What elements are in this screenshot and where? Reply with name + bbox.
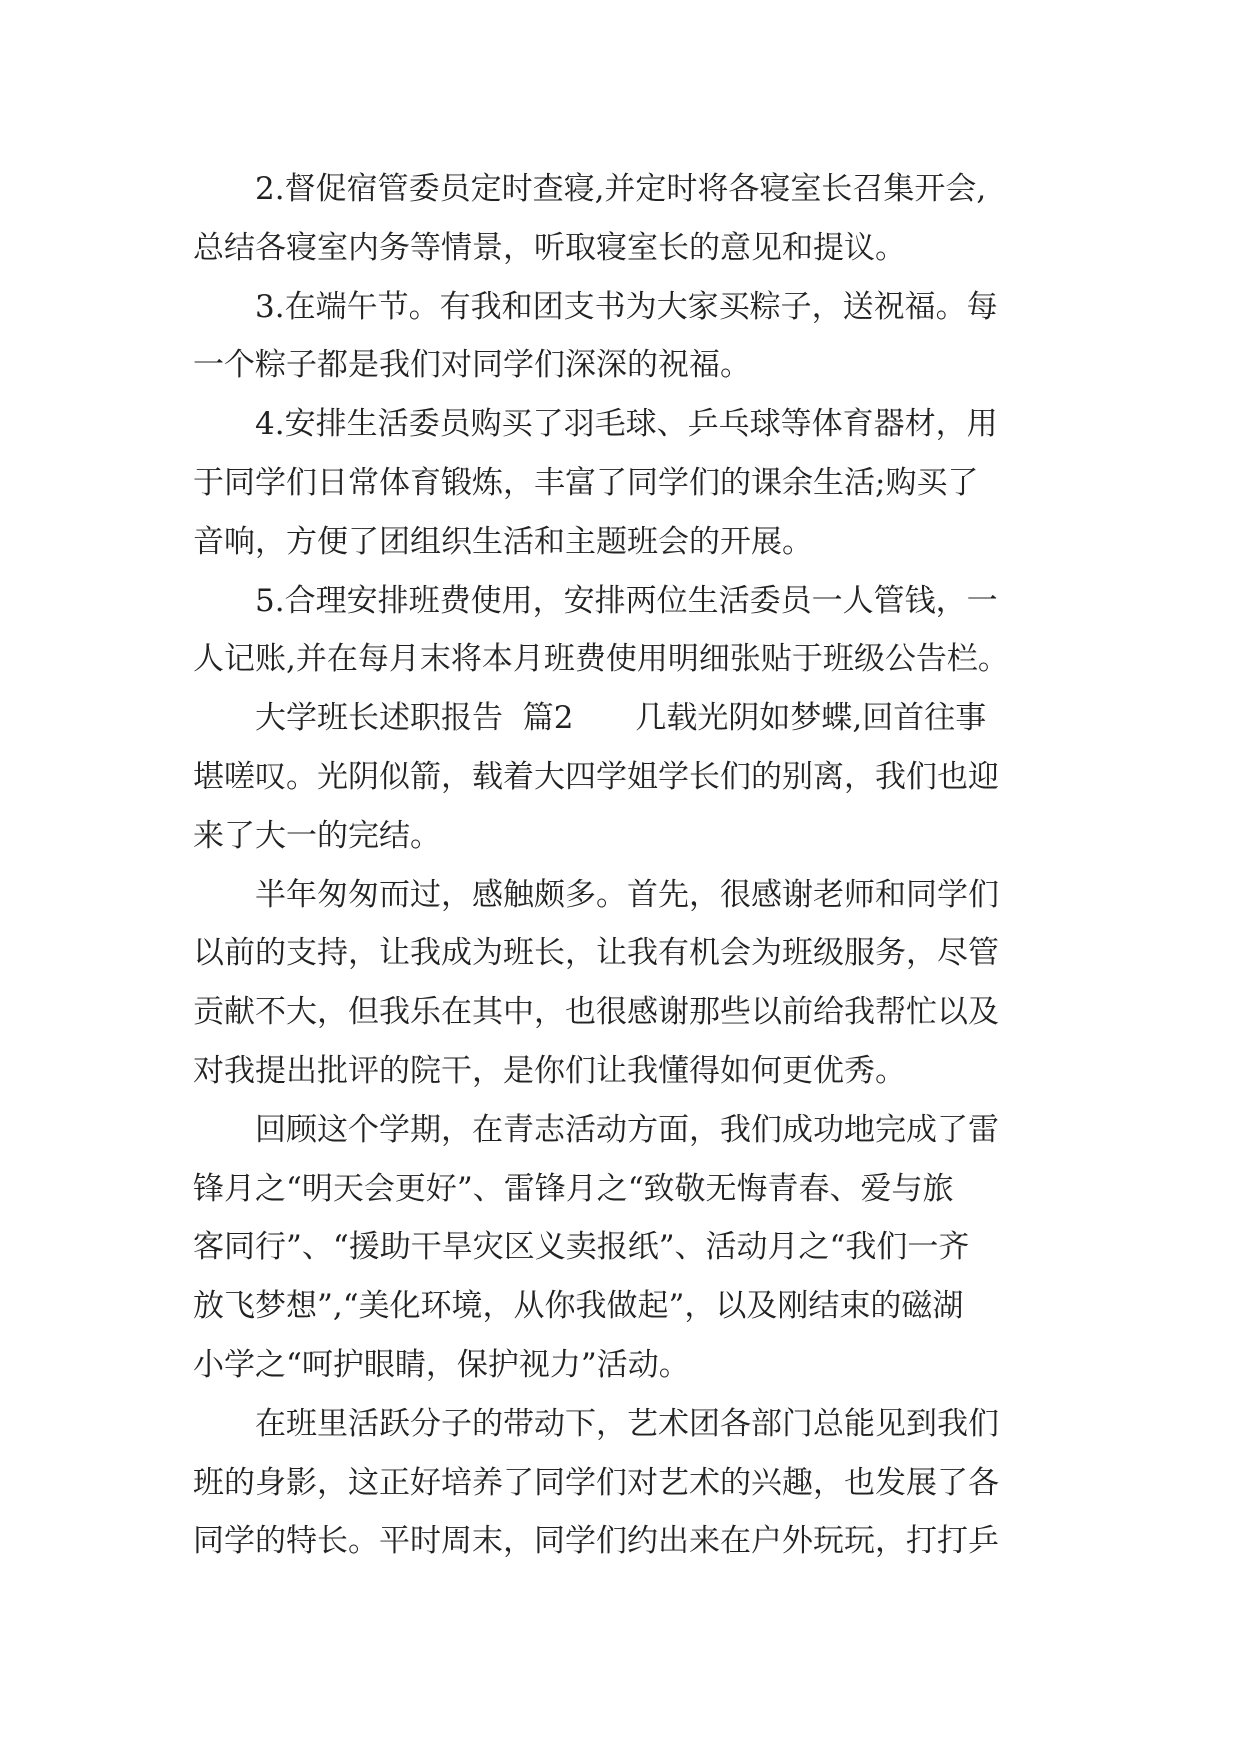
text-line: 于同学们日常体育锻炼，丰富了同学们的课余生活;购买了 xyxy=(193,464,979,501)
text-line: 放飞梦想”,“美化环境，从你我做起”，以及刚结束的磁湖 xyxy=(193,1288,964,1325)
text-line: 4.安排生活委员购买了羽毛球、乒乓球等体育器材，用 xyxy=(193,406,998,443)
text-line: 人记账,并在每月末将本月班费使用明细张贴于班级公告栏。 xyxy=(193,641,1009,678)
text-line: 3.在端午节。有我和团支书为大家买粽子，送祝福。每 xyxy=(193,288,998,325)
text-line: 回顾这个学期，在青志活动方面，我们成功地完成了雷 xyxy=(193,1111,999,1148)
text-line: 贡献不大，但我乐在其中，也很感谢那些以前给我帮忙以及 xyxy=(193,994,999,1031)
text-line: 半年匆匆而过，感触颇多。首先，很感谢老师和同学们 xyxy=(193,876,999,913)
text-line: 客同行”、“援助干旱灾区义卖报纸”、活动月之“我们一齐 xyxy=(193,1229,970,1266)
text-line: 来了大一的完结。 xyxy=(193,817,441,854)
text-line: 2.督促宿管委员定时查寝,并定时将各寝室长召集开会, xyxy=(193,171,987,207)
text-line: 班的身影，这正好培养了同学们对艺术的兴趣，也发展了各 xyxy=(193,1464,999,1501)
text-line: 堪嗟叹。光阴似箭，载着大四学姐学长们的别离，我们也迎 xyxy=(193,758,999,795)
text-line: 在班里活跃分子的带动下，艺术团各部门总能见到我们 xyxy=(193,1405,999,1442)
document-body xyxy=(193,160,1053,1571)
text-line: 对我提出批评的院干，是你们让我懂得如何更优秀。 xyxy=(193,1052,906,1089)
text-line: 5.合理安排班费使用，安排两位生活委员一人管钱，一 xyxy=(193,582,998,619)
text-line: 以前的支持，让我成为班长，让我有机会为班级服务，尽管 xyxy=(193,935,999,972)
text-line: 一个粽子都是我们对同学们深深的祝福。 xyxy=(193,347,751,384)
text-line: 总结各寝室内务等情景，听取寝室长的意见和提议。 xyxy=(193,229,906,266)
text-line: 锋月之“明天会更好”、雷锋月之“致敬无悔青春、爱与旅 xyxy=(193,1170,954,1207)
section-heading-line: 大学班长述职报告 篇2 几载光阴如梦蝶,回首往事 xyxy=(193,700,987,737)
text-line: 小学之“呵护眼睛，保护视力”活动。 xyxy=(193,1346,690,1383)
text-line: 同学的特长。平时周末，同学们约出来在户外玩玩，打打乒 xyxy=(193,1523,999,1560)
text-line: 音响，方便了团组织生活和主题班会的开展。 xyxy=(193,523,813,560)
